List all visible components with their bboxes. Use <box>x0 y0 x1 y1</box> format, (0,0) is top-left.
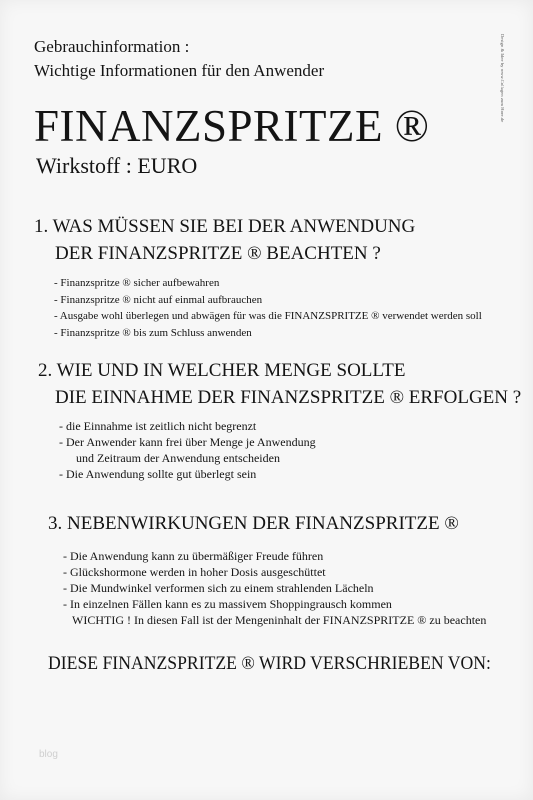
prescribed-by-note: DIESE FINANZSPRITZE ® WIRD VERSCHRIEBEN VON: <box>48 653 491 674</box>
section-2-list <box>59 418 316 482</box>
section-1-heading-line1: 1. WAS MÜSSEN SIE BEI DER ANWENDUNG <box>34 216 416 237</box>
header-line-1: Gebrauchinformation : <box>34 37 190 56</box>
header-line-2: Wichtige Informationen für den Anwender <box>34 61 325 80</box>
list-item: - Der Anwender kann frei über Menge je Anwendung <box>59 435 316 449</box>
section-3-heading-line1: 3. NEBENWIRKUNGEN DER FINANZSPRITZE ® <box>48 513 459 534</box>
list-item: - die Einnahme ist zeitlich nicht begrenzt <box>59 419 257 433</box>
watermark: blog <box>39 749 58 760</box>
list-item: - Ausgabe wohl überlegen und abwägen für was die FINANZSPRITZE ® verwendet werden soll <box>54 310 482 323</box>
section-3-list <box>63 548 486 628</box>
document-subtitle: Wirkstoff : EURO <box>36 153 198 178</box>
section-1-list <box>54 275 482 341</box>
list-item: - In einzelnen Fällen kann es zu massivem Shoppingrausch kommen <box>63 597 392 611</box>
warning-note: WICHTIG ! In diesen Fall ist der Mengeninhalt der FINANZSPRITZE ® zu beachten <box>72 613 487 627</box>
section-1-heading <box>34 213 415 267</box>
section-3-heading <box>48 510 459 537</box>
list-item: - Glückshormone werden in hoher Dosis ausgeschüttet <box>63 565 326 579</box>
section-2-heading <box>38 357 521 411</box>
list-item: - Finanzspritze ® nicht auf einmal aufbrauchen <box>54 293 263 306</box>
side-credit: Design & Idee by www.Collagen zum Hore.de <box>500 34 505 123</box>
section-1-heading-line2: DER FINANZSPRITZE ® BEACHTEN ? <box>55 243 381 264</box>
list-item: - Finanzspritze ® bis zum Schluss anwenden <box>54 326 252 339</box>
section-2-heading-line1: 2. WIE UND IN WELCHER MENGE SOLLTE <box>38 360 406 381</box>
list-item: und Zeitraum der Anwendung entscheiden <box>76 451 280 465</box>
document-title: FINANZSPRITZE ® <box>34 101 430 151</box>
list-item: - Die Mundwinkel verformen sich zu einem strahlenden Lächeln <box>63 581 374 595</box>
list-item: - Die Anwendung sollte gut überlegt sein <box>59 467 257 481</box>
list-item: - Finanzspritze ® sicher aufbewahren <box>54 277 220 289</box>
section-2-heading-line2: DIE EINNAHME DER FINANZSPRITZE ® ERFOLGEN ? <box>55 387 522 408</box>
list-item: - Die Anwendung kann zu übermäßiger Freude führen <box>63 549 324 563</box>
